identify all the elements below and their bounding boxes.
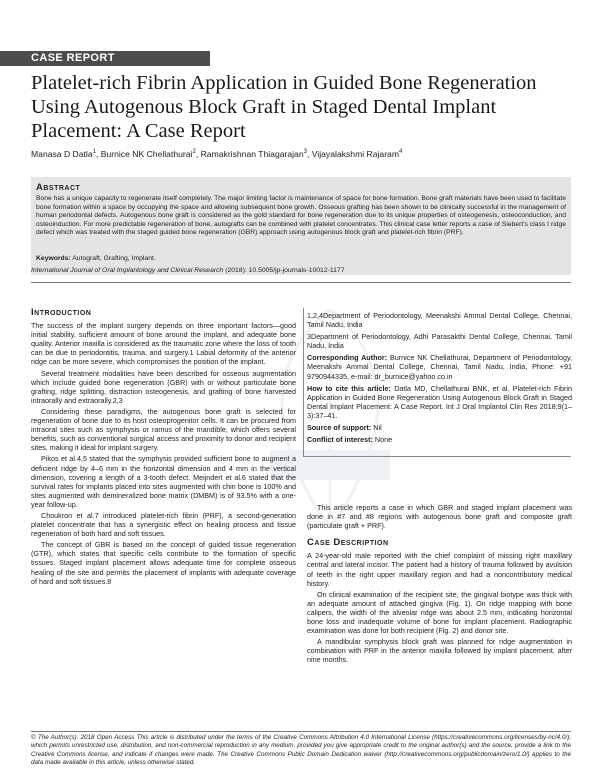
license-statement: © The Author(s). 2018 Open Access This article is distributed under the terms of the Creative Commons Attribution 4.0 International License (https://creativecommons.org/licenses/by-nc/4.0/), which permits unrestricted use, distribution, and non-commercial reproduction in any medium, provided you give appropriate credit to the original author(s) and the source, provide a link to the Creative Commons license, and indicate if changes were made. The Creative Commons Public Domain Dedication waiver (http://creativecommons.org/publicdomain/zero/1.0/) applies to the data made available in this article, unless otherwise stated. (31, 734, 571, 767)
abstract-text: Bone has a unique capacity to regenerate itself completely. The major limiting factor is maintenance of space for bone formation. Bone graft materials have been used to facilitate bone formation within a space by occupying the space and allowing subsequent bone growth. Osseous grafting has been shown to be clinically successful in the management of human periodontal defects. Autogenous bone graft is considered as the gold standard for bone regeneration due to its unique properties of osteogenesis, osteoconduction, and osteoinduction. For more predictable regeneration of bone, autografts can be combined with platelet concentrates. This clinical case letter reports a case of Siebert's class I ridge defect which was treated with the staged guided bone regeneration (GBR) approach using autogenous block graft and platelet-rich fibrin (PRF). (36, 195, 566, 237)
author-name: Manasa D Datla (31, 149, 93, 159)
author-info-box (307, 311, 572, 447)
paragraph: Pikos et al.4,5 stated that the symphysis provided sufficient bone to augment a deficient ridge by 4–6 mm in the horizontal dimension and 4 mm in the vertical dimension, covering a length of a 3-tooth defect. Meijndert et al.6 stated that the survival rates for implants placed into sites augmented with chin bone is 100% and sites augmented with demineralized bone matrix (DMBM) is of 93.5% with a one-year follow-up. (31, 454, 296, 509)
how-to-cite: How to cite this article: Datla MD, Chellathurai BNK, et al. Platelet-rich Fibrin Application in Guided Bone Regeneration Using Autogenous Block Graft in Staged Dental Implant Placement: A Case Report. Int J Oral Implantol Clin Res 2018;9(1–3):37–41. (307, 383, 572, 420)
case-description-heading: Case Description (307, 537, 389, 549)
paragraph: The concept of GBR is based on the concept of guided tissue regeneration (GTR), which states that specific cells contribute to the formation of specific tissues. Staged implant placement allows adequate time for complete osseous healing of the site and permits the placement of implants with adequate coverage of hard and soft tissues.8 (31, 540, 296, 586)
article-title: Platelet-rich Fibrin Application in Guided Bone Regeneration Using Autogenous Block Graft in Staged Dental Implant Placement: A Case Report (31, 72, 537, 142)
case-column (307, 503, 572, 667)
paragraph: On clinical examination of the recipient site, the gingival biotype was thick with an adequate amount of attached gingiva (Fig. 1). On ridge mapping with bone calipers, the width of the alveolar ridge was about 2.5 mm, indicating horizontal bone loss and inadequate volume of bone for implant placement. Radiographic examination was done for both recipient (Fig. 2) and donor site. (307, 589, 572, 636)
introduction-column (31, 308, 296, 588)
paragraph: Several treatment modalities have been described for osseous augmentation which include guided bone regeneration (GBR) with or without particulate bone grafting, ridge splitting, distraction osteogenesis, and grafting of bone harvested intraorally and extraorally.2,3 (31, 368, 296, 405)
affiliation: 1,2,4Department of Periodontology, Meenakshi Ammal Dental College, Chennai, Tamil Nadu, India (307, 311, 572, 330)
info-box-bottom-rule (303, 456, 571, 457)
paragraph: A 24-year-old male reported with the chief complaint of missing right maxillary central and lateral incisor. The patient had a history of trauma followed by avulsion of teeth in the right upper maxillary region and had a noncontributory medical history. (307, 551, 572, 588)
corresponding-author: Corresponding Author: Burnice NK Chellathurai, Department of Periodontology, Meenakshi Ammal Dental College, Chennai, Tamil Nadu, India, Phone: +91 9790944335, e-mail: dr_burnice@yahoo.co.in (307, 353, 573, 381)
paragraph: Considering these paradigms, the autogenous bone graft is selected for regeneration of bone due to its host osteoprogenitor cells. It can be procured from intraoral sites such as symphysis or ramus of the mandible, which offers several benefits, such as conventional surgical access and proximity to donor and recipient sites, making it ideal for implant surgery. (31, 406, 296, 453)
keywords: Keywords: Autograft, Grafting, Implant. (36, 255, 156, 262)
author-name: Burnice NK Chellathurai (100, 149, 193, 159)
info-box-border (303, 308, 304, 456)
affiliation: 3Department of Periodontology, Adhi Parasakthi Dental College, Chennai, Tamil Nadu, India (307, 332, 572, 351)
author-name: Vijayalakshmi Rajaram (311, 149, 399, 159)
paragraph: Choukron et al.7 introduced platelet-rich fibrin (PRF), a second-generation platelet concentrate that has a synergistic effect on healing process and tissue regeneration of both hard and soft tissues. (31, 510, 296, 539)
abstract-heading: Abstract (36, 182, 81, 193)
section-label-text: CASE REPORT (31, 52, 115, 64)
header-rule (31, 282, 571, 283)
paragraph: The success of the implant surgery depends on three important factors—good initial stability, sufficient amount of bone around the implant, and adequate bone quality. Anterior maxilla is considered as the traumatic zone where the loss of tooth can be due to periodontitis, trauma, and surgery.1 Labial deformity of the anterior ridge can be more severe, which compromises the position of the implant. (31, 321, 296, 367)
conflict-of-interest: Conflict of interest: None (307, 435, 393, 445)
source-of-support: Source of support: Nil (307, 423, 382, 433)
paragraph: A mandibular symphysis block graft was planned for ridge augmentation in combination with PRF in the anterior maxilla followed by implant placement, after nine months. (307, 637, 572, 665)
section-label (0, 51, 210, 66)
author-name: Ramakrishnan Thiagarajan (200, 149, 304, 159)
abstract-box (31, 177, 571, 275)
introduction-heading: Introduction (31, 307, 92, 318)
footer-rule (31, 731, 571, 732)
author-list: Manasa D Datla$^1$, Burnice NK Chellathurai$^2$, Ramakrishnan Thiagarajan$^3$, Vijayalakshmi Rajaram$^4$ (31, 149, 403, 159)
paragraph: This article reports a case in which GBR and staged implant placement was done in #7 and #8 regions with autogenous bone graft and composite graft (particulate graft + PRF). (307, 503, 572, 531)
journal-citation: International Journal of Oral Implantology and Clinical Research (2018): 10.5005/jp-journals-10012-1177 (31, 267, 345, 274)
